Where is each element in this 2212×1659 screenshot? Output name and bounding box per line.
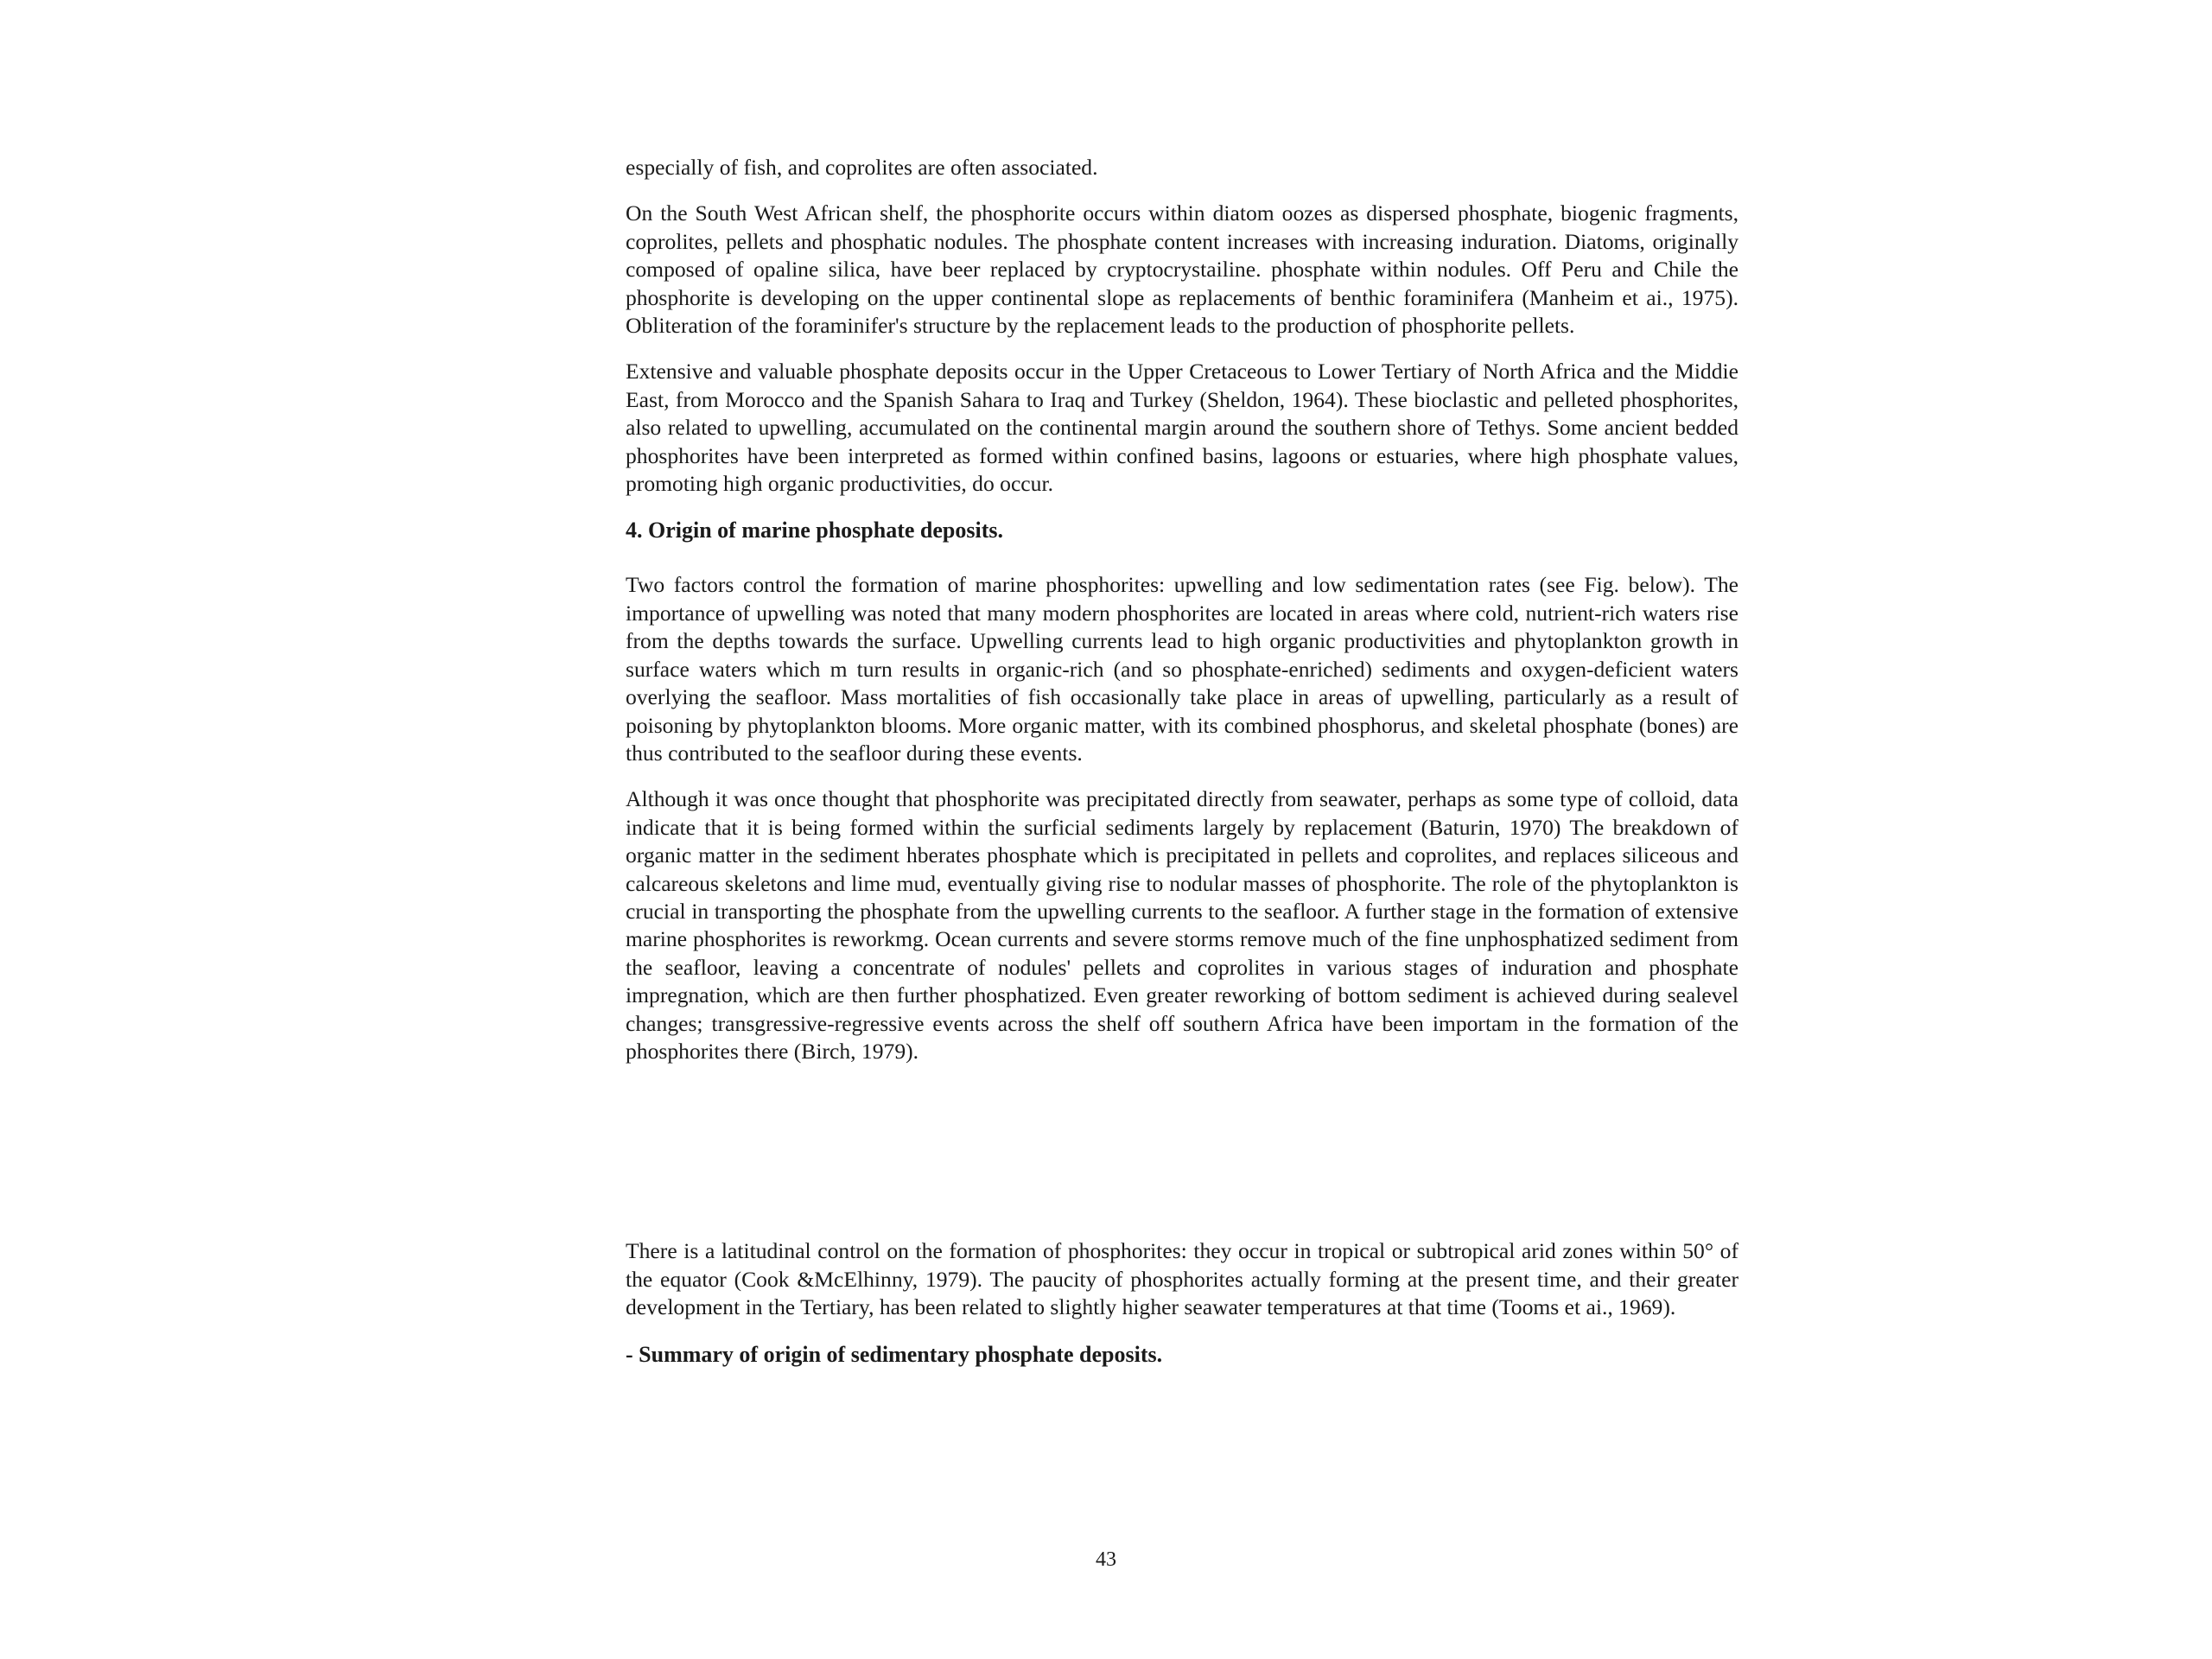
summary-heading: - Summary of origin of sedimentary phosphate deposits. bbox=[626, 1341, 1163, 1367]
figure-gap bbox=[626, 1084, 1738, 1237]
page-number: 43 bbox=[1096, 1548, 1116, 1571]
section-heading-origin: 4. Origin of marine phosphate deposits. bbox=[626, 518, 1003, 543]
text-column bbox=[626, 154, 1738, 1395]
paragraph-latitudinal-control: There is a latitudinal control on the formation of phosphorites: they occur in tropical or subtropical arid zones within 50° of the equator (Cook &McElhinny, 1979). The paucity of phosphorites actually forming at the present time, and their greater development in the Tertiary, has been related to slightly higher seawater temperatures at that time (Tooms et ai., 1969). bbox=[626, 1238, 1738, 1320]
paragraph-replacement-formation: Although it was once thought that phosphorite was precipitated directly from seawater, perhaps as some type of colloid, data indicate that it is being formed within the surficial sediments largely by replacement (Baturin, 1970) The breakdown of organic matter in the sediment hberates phosphate which is precipitated in pellets and coprolites, and replaces siliceous and calcareous skeletons and lime mud, eventually giving rise to nodular masses of phosphorite. The role of the phytoplankton is crucial in transporting the phosphate from the upwelling currents to the seafloor. A further stage in the formation of extensive marine phosphorites is reworkmg. Ocean currents and severe storms remove much of the fine unphosphatized sediment from the seafloor, leaving a concentrate of nodules' pellets and coprolites in various stages of induration and phosphate impregnation, which are then further phosphatized. Even greater reworking of bottom sediment is achieved during sealevel changes; transgressive-regressive events across the shelf off southern Africa have been importam in the formation of the phosphorites there (Birch, 1979). bbox=[626, 786, 1738, 1064]
paragraph-fish-coprolites: especially of fish, and coprolites are often associated. bbox=[626, 155, 1098, 180]
paragraph-upwelling-factors: Two factors control the formation of marine phosphorites: upwelling and low sedimentation rates (see Fig. below). The importance of upwelling was noted that many modern phosphorites are located in areas where cold, nutrient-rich waters rise from the depths towards the surface. Upwelling currents lead to high organic productivities and phytoplankton growth in surface waters which m turn results in organic-rich (and so phosphate-enriched) sediments and oxygen-deficient waters overlying the seafloor. Mass mortalities of fish occasionally take place in areas of upwelling, particularly as a result of poisoning by phytoplankton blooms. More organic matter, with its combined phosphorus, and skeletal phosphate (bones) are thus contributed to the seafloor during these events. bbox=[626, 572, 1738, 766]
paragraph-north-africa-deposits: Extensive and valuable phosphate deposits occur in the Upper Cretaceous to Lower Tertiary of North Africa and the Middie East, from Morocco and the Spanish Sahara to Iraq and Turkey (Sheldon, 1964). These bioclastic and pelleted phosphorites, also related to upwelling, accumulated on the continental margin around the southern shore of Tethys. Some ancient bedded phosphorites have been interpreted as formed within confined basins, lagoons or estuaries, where high phosphate values, promoting high organic productivities, do occur. bbox=[626, 359, 1738, 497]
paragraph-south-west-african-shelf: On the South West African shelf, the phosphorite occurs within diatom oozes as dispersed phosphate, biogenic fragments, coprolites, pellets and phosphatic nodules. The phosphate content increases with increasing induration. Diatoms, originally composed of opaline silica, have beer replaced by cryptocrystailine. phosphate within nodules. Off Peru and Chile the phosphorite is developing on the upper continental slope as replacements of benthic foraminifera (Manheim et ai., 1975). Obliteration of the foraminifer's structure by the replacement leads to the production of phosphorite pellets. bbox=[626, 200, 1738, 339]
